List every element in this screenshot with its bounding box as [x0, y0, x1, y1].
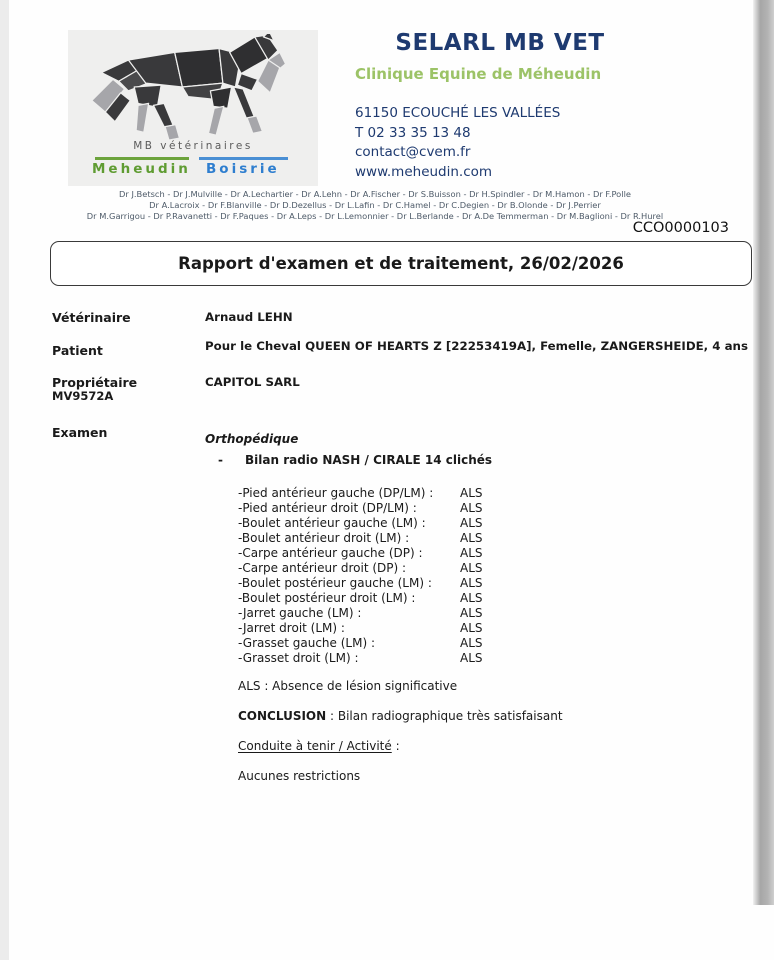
radiograph-result: ALS [460, 531, 483, 545]
radiograph-row [238, 651, 483, 666]
field-label-veterinaire: Vétérinaire [52, 310, 131, 325]
clinic-address: 61150 ECOUCHÉ LES VALLÉES [355, 105, 561, 121]
exam-bullet-text: Bilan radio NASH / CIRALE 14 clichés [245, 453, 493, 467]
radiograph-result: ALS [460, 501, 483, 515]
radiograph-result: ALS [460, 486, 483, 500]
radiograph-site: -Boulet postérieur droit (LM) : [238, 591, 416, 605]
field-value-veterinaire: Arnaud LEHN [205, 310, 293, 324]
conclusion-label: CONCLUSION [238, 709, 327, 723]
field-sub-owner-code: MV9572A [52, 389, 114, 403]
clinic-name: Clinique Equine de Méheudin [355, 65, 602, 83]
doctors-line-2: Dr A.Lacroix - Dr F.Blanville - Dr D.Dezellus - Dr L.Lafin - Dr C.Hamel - Dr C.Degien - Dr B.Olonde - Dr J.Perrier [149, 200, 601, 210]
origami-horse-icon [74, 34, 312, 142]
activity-text: Aucunes restrictions [238, 769, 361, 783]
radiograph-row [238, 561, 483, 576]
radiograph-site: -Pied antérieur droit (DP/LM) : [238, 501, 417, 515]
clinic-phone: T 02 33 35 13 48 [355, 124, 471, 141]
radiograph-row [238, 531, 483, 546]
doctors-list [0, 189, 750, 222]
field-label-proprietaire: Propriétaire [52, 375, 138, 390]
exam-bullet-line [218, 453, 492, 467]
radiograph-result: ALS [460, 636, 483, 650]
radiograph-site: -Boulet antérieur gauche (LM) : [238, 516, 426, 530]
report-title: Rapport d'examen et de traitement, 26/02/2026 [178, 254, 624, 273]
radiograph-result: ALS [460, 606, 483, 620]
bullet-dash: - [218, 453, 223, 467]
radiograph-result: ALS [460, 561, 483, 575]
logo-name-boisrie: Boisrie [206, 161, 280, 177]
clinic-website: www.meheudin.com [355, 163, 493, 180]
radiograph-site: -Carpe antérieur droit (DP) : [238, 561, 407, 575]
logo-blue-rule [199, 157, 288, 160]
radiograph-result: ALS [460, 651, 483, 665]
radiograph-row [238, 501, 483, 516]
page-right-edge-shadow [753, 0, 774, 905]
doctors-line-1: Dr J.Betsch - Dr J.Mulville - Dr A.Lechartier - Dr A.Lehn - Dr A.Fischer - Dr S.Buisson - Dr H.Spindler - Dr M.Hamon - Dr F.Polle [119, 189, 631, 199]
radiograph-site: -Pied antérieur gauche (DP/LM) : [238, 486, 434, 500]
radiograph-site: -Grasset gauche (LM) : [238, 636, 375, 650]
radiograph-row [238, 591, 483, 606]
radiograph-row [238, 606, 483, 621]
radiograph-row [238, 486, 483, 501]
radiograph-result: ALS [460, 591, 483, 605]
conduct-colon: : [391, 739, 400, 753]
doctors-line-3: Dr M.Garrigou - Dr P.Ravanetti - Dr F.Paques - Dr A.Leps - Dr L.Lemonnier - Dr L.Berlande - Dr A.De Temmerman - Dr M.Baglioni - Dr R.Hurel [86, 211, 664, 221]
report-title-box [50, 241, 752, 286]
clinic-email: contact@cvem.fr [355, 144, 471, 160]
radiograph-site: -Boulet postérieur gauche (LM) : [238, 576, 432, 590]
radiograph-results-list [238, 486, 483, 666]
radiograph-result: ALS [460, 546, 483, 560]
radiograph-result: ALS [460, 576, 483, 590]
clinic-logo [68, 30, 318, 186]
radiograph-row [238, 516, 483, 531]
conduct-line [238, 739, 400, 753]
radiograph-site: -Grasset droit (LM) : [238, 651, 359, 665]
conclusion-line [238, 709, 563, 723]
clinic-header [355, 30, 735, 182]
conclusion-text: : Bilan radiographique très satisfaisant [326, 709, 563, 723]
field-value-proprietaire: CAPITOL SARL [205, 375, 300, 389]
als-legend: ALS : Absence de lésion significative [238, 679, 458, 693]
clinic-contact-block [355, 104, 735, 182]
radiograph-row [238, 621, 483, 636]
reference-number: CCO0000103 [632, 220, 729, 236]
logo-name-meheudin: Meheudin [92, 161, 191, 177]
field-label-patient: Patient [52, 343, 103, 358]
radiograph-site: -Carpe antérieur gauche (DP) : [238, 546, 423, 560]
logo-brand-line: MB vétérinaires [133, 140, 253, 152]
radiograph-site: -Jarret droit (LM) : [238, 621, 345, 635]
radiograph-row [238, 546, 483, 561]
radiograph-row [238, 576, 483, 591]
logo-green-rule [95, 157, 189, 160]
radiograph-site: -Boulet antérieur droit (LM) : [238, 531, 410, 545]
radiograph-row [238, 636, 483, 651]
field-label-examen: Examen [52, 425, 108, 440]
field-value-patient: Pour le Cheval QUEEN OF HEARTS Z [22253419A], Femelle, ZANGERSHEIDE, 4 ans [205, 339, 748, 353]
radiograph-result: ALS [460, 621, 483, 635]
exam-category: Orthopédique [205, 432, 299, 446]
company-name: SELARL MB VET [395, 30, 605, 56]
radiograph-site: -Jarret gauche (LM) : [238, 606, 362, 620]
conduct-label: Conduite à tenir / Activité [238, 739, 392, 753]
page-left-edge [0, 0, 9, 960]
radiograph-result: ALS [460, 516, 483, 530]
